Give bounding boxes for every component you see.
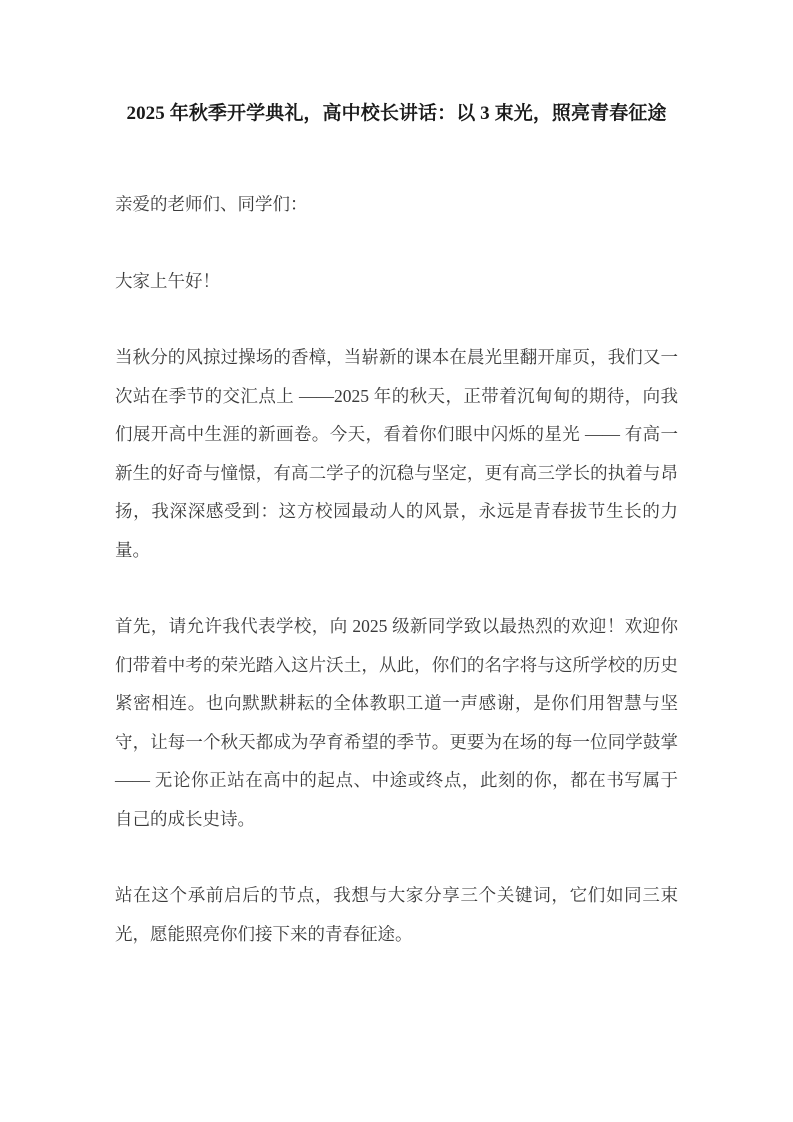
page-title: 2025 年秋季开学典礼，高中校长讲话：以 3 束光，照亮青春征途 [126,103,667,124]
document-body [115,0,678,953]
paragraph-greeting: 大家上午好！ [115,270,220,291]
paragraph-salutation: 亲爱的老师们、同学们： [115,194,308,214]
paragraph-opening: 当秋分的风掠过操场的香樟，当崭新的课本在晨光里翻开扉页，我们又一次站在季节的交汇点上 ——2025 年的秋天，正带着沉甸甸的期待，向我们展开高中生涯的新画卷。今天，看着你们眼中闪烁的星光 —— 有高一新生的好奇与憧憬，有高二学子的沉稳与坚定，更有高三学长的执着与昂扬，我深深感受到：这方校园最动人的风景，永远是青春拔节生长的力量。 [115,347,678,560]
title-body-spacer [115,0,678,185]
paragraph-keywords-intro: 站在这个承前启后的节点，我想与大家分享三个关键词，它们如同三束光，愿能照亮你们接下来的青春征途。 [115,885,678,944]
paragraph-welcome: 首先，请允许我代表学校，向 2025 级新同学致以最热烈的欢迎！欢迎你们带着中考的荣光踏入这片沃土，从此，你们的名字将与这所学校的历史紧密相连。也向默默耕耘的全体教职工道一声感谢，是你们用智慧与坚守，让每一个秋天都成为孕育希望的季节。更要为在场的每一位同学鼓掌 —— 无论你正站在高中的起点、中途或终点，此刻的你，都在书写属于自己的成长史诗。 [115,616,678,829]
